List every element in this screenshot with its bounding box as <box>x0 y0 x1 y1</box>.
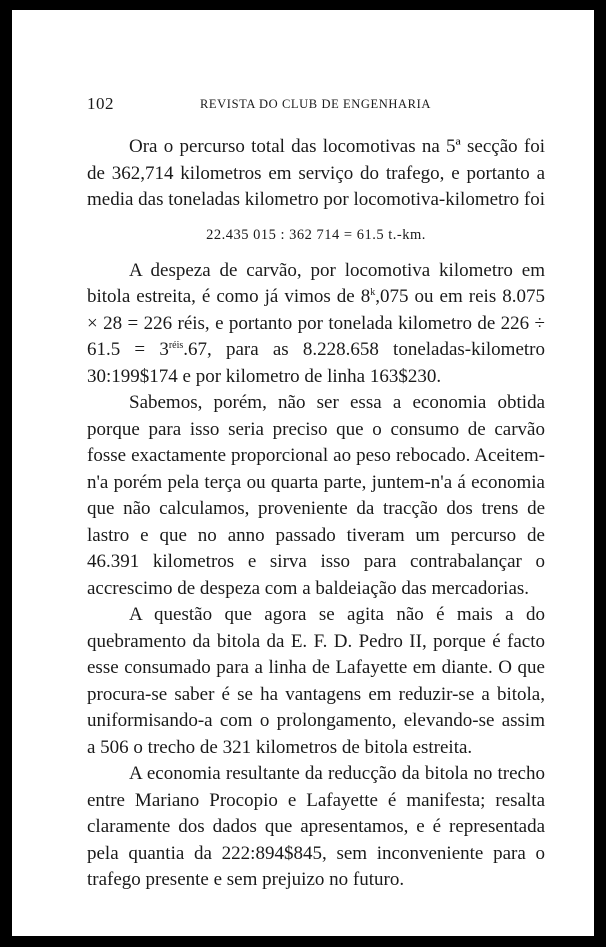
paragraph-2 <box>87 258 545 391</box>
superscript-reis: réis <box>168 340 184 351</box>
paragraph-5: A economia resultante da reducção da bitola no trecho entre Mariano Procopio e Lafayette é manifesta; resalta claramente dos dados que apresentamos, e é representada pela quantia da 222:894$845, sem inconveniente para o trafego presente e sem prejuizo no futuro. <box>87 763 545 890</box>
paragraph-4: A questão que agora se agita não é mais a do quebramento da bitola da E. F. D. Pedro II, porque é facto esse consumado para a linha de Lafayette em diante. O que procura-se saber é se ha vantagens em reduzir-se a bitola, uniformisando-a com o prolongamento, elevando-se assim a 506 o trecho de 321 kilometros de bitola estreita. <box>87 604 545 758</box>
superscript-k: k <box>370 287 376 298</box>
paragraph-2-part-c: .67, para as 8.228.658 toneladas-kilometro 30:199$174 e por kilometro de linha 163$230. <box>87 339 546 387</box>
paragraph-3: Sabemos, porém, não ser essa a economia obtida porque para isso seria preciso que o consumo de carvão fosse exactamente proporcional ao peso rebocado. Aceitem-n'a porém pela terça ou quarta parte, juntem-n'a á economia que não calculamos, proveniente da tracção dos trens de lastro e que no anno passado tiveram um percurso de 46.391 kilometros e sirva isso para contrabalançar o accrescimo de despeza com a baldeiação das mercadorias. <box>87 392 545 599</box>
formula: 22.435 015 : 362 714 = 61.5 t.-km. <box>206 226 426 243</box>
paragraph-1: Ora o percurso total das locomotivas na 5ª secção foi de 362,714 kilometros em serviço do trafego, e portanto a media das toneladas kilometro por locomotiva-kilometro foi <box>87 136 545 210</box>
paragraph-2-part-a: A despeza de carvão, por locomotiva kilometro em bitola estreita, é como já vimos de 8 <box>87 259 545 307</box>
paragraph-2-part-b: ,075 ou em reis 8.075 × 28 = 226 réis, e portanto por tonelada kilometro de 226 ÷ 61.5 = 3 <box>87 286 545 360</box>
body-text <box>87 134 545 894</box>
page-header <box>87 94 545 116</box>
page-number: 102 <box>87 94 114 113</box>
book-page <box>12 10 594 936</box>
running-head: REVISTA DO CLUB DE ENGENHARIA <box>200 97 431 111</box>
